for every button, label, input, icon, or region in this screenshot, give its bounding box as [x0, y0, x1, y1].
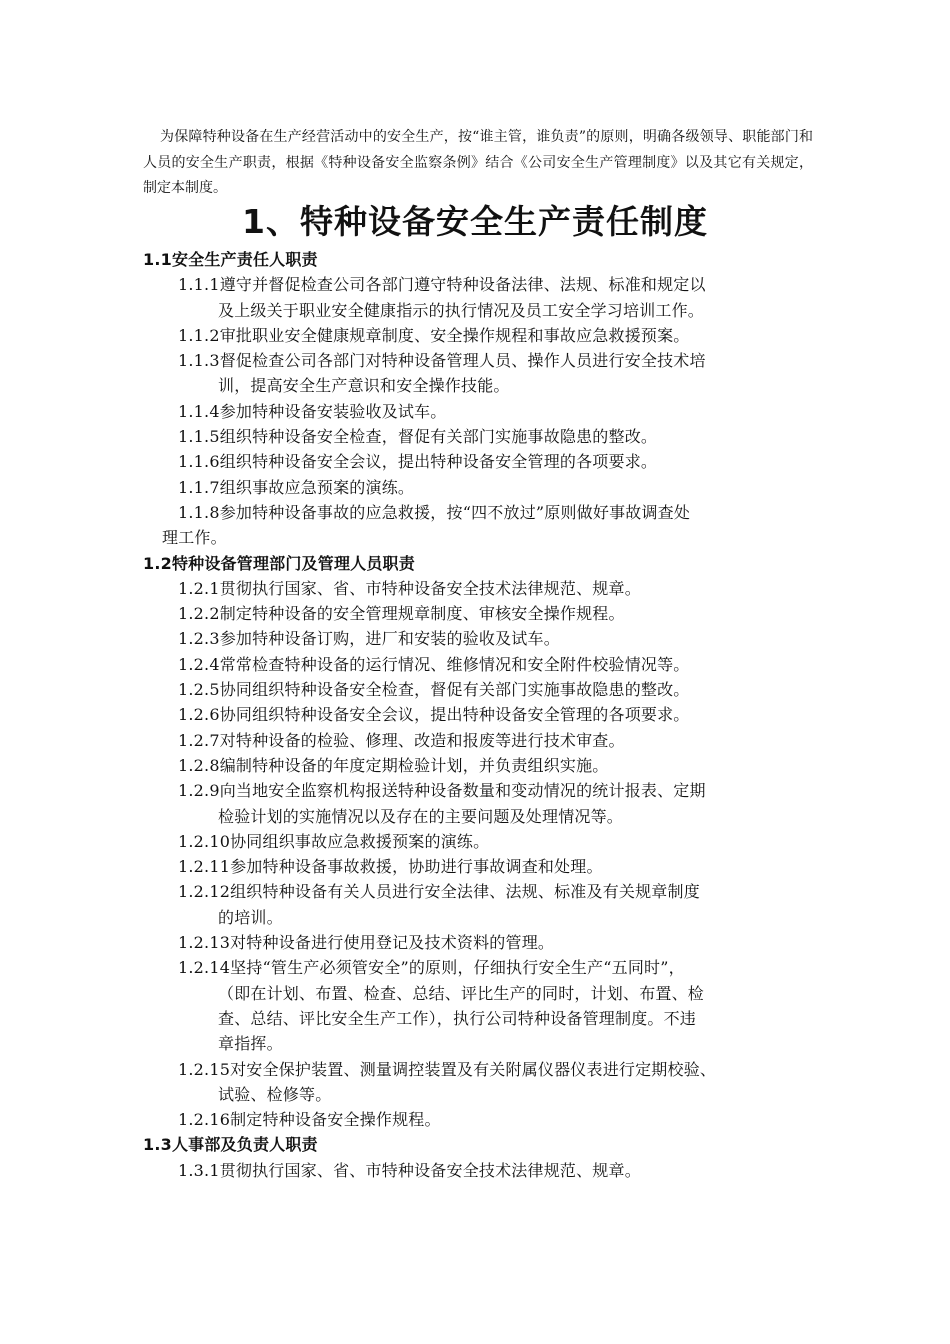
section-heading: 1.3人事部及负责人职责	[143, 1135, 318, 1155]
clause-item: 1.1.2审批职业安全健康规章制度、安全操作规程和事故应急救援预案。	[178, 325, 690, 345]
intro-line: 级领导、职能部门和人员的安全生产职责，根据《特种设备安全监察条例》结合《公司安	[143, 129, 814, 171]
intro-line: 全生产管理制度》以及其它有关规定，制定本制度。	[143, 154, 814, 196]
intro-paragraph	[143, 125, 813, 202]
clause-item: 1.2.4常常检查特种设备的运行情况、维修情况和安全附件校验情况等。	[178, 654, 690, 674]
clause-item: 1.2.1贯彻执行国家、省、市特种设备安全技术法律规范、规章。	[178, 578, 641, 598]
clause-item: 1.2.16制定特种设备安全操作规程。	[178, 1110, 441, 1130]
clause-item: 1.2.11参加特种设备事故救援，协助进行事故调查和处理。	[178, 857, 603, 877]
clause-item: 1.1.8参加特种设备事故的应急救援，按“四不放过”原则做好事故调查处	[178, 502, 691, 522]
clause-item: 1.2.14坚持“管生产必须管安全”的原则，仔细执行安全生产“五同时”，	[178, 958, 685, 978]
clause-continuation: 及上级关于职业安全健康指示的执行情况及员工安全学习培训工作。	[218, 300, 705, 320]
clause-continuation: 章指挥。	[218, 1034, 283, 1054]
clause-continuation: 检验计划的实施情况以及存在的主要问题及处理情况等。	[218, 806, 624, 826]
clause-item: 1.2.13对特种设备进行使用登记及技术资料的管理。	[178, 933, 555, 953]
intro-line: 为保障特种设备在生产经营活动中的安全生产，按“谁主管，谁负责”的原则，明确各	[160, 129, 686, 145]
clause-continuation: 试验、检修等。	[218, 1084, 332, 1104]
clause-item: 1.2.12组织特种设备有关人员进行安全法律、法规、标准及有关规章制度	[178, 882, 700, 902]
clause-item: 1.2.2制定特种设备的安全管理规章制度、审核安全操作规程。	[178, 604, 625, 624]
clause-continuation: （即在计划、布置、检查、总结、评比生产的同时，计划、布置、检	[218, 983, 705, 1003]
responsibility-list	[0, 247, 950, 1183]
clause-item: 1.2.6协同组织特种设备安全会议，提出特种设备安全管理的各项要求。	[178, 705, 690, 725]
document-title: 1、特种设备安全生产责任制度	[242, 202, 708, 241]
clause-item: 1.2.5协同组织特种设备安全检查，督促有关部门实施事故隐患的整改。	[178, 680, 690, 700]
clause-item: 1.1.5组织特种设备安全检查，督促有关部门实施事故隐患的整改。	[178, 427, 658, 447]
section-heading: 1.1安全生产责任人职责	[143, 250, 318, 269]
clause-item: 1.1.4参加特种设备安装验收及试车。	[178, 401, 447, 421]
clause-item: 1.1.3督促检查公司各部门对特种设备管理人员、操作人员进行安全技术培	[178, 351, 706, 371]
section-heading: 1.2特种设备管理部门及管理人员职责	[143, 553, 415, 573]
clause-item: 1.1.7组织事故应急预案的演练。	[178, 477, 415, 497]
clause-continuation: 训，提高安全生产意识和安全操作技能。	[218, 376, 510, 396]
clause-item: 1.1.6组织特种设备安全会议，提出特种设备安全管理的各项要求。	[178, 452, 658, 472]
clause-item: 1.2.8编制特种设备的年度定期检验计划，并负责组织实施。	[178, 755, 609, 775]
clause-item: 1.2.7对特种设备的检验、修理、改造和报废等进行技术审查。	[178, 730, 625, 750]
clause-item: 1.2.10协同组织事故应急救援预案的演练。	[178, 831, 490, 851]
clause-item: 1.1.1遵守并督促检查公司各部门遵守特种设备法律、法规、标准和规定以	[178, 275, 706, 295]
clause-item: 1.2.9向当地安全监察机构报送特种设备数量和变动情况的统计报表、定期	[178, 781, 706, 801]
clause-item: 1.2.3参加特种设备订购，进厂和安装的验收及试车。	[178, 629, 560, 649]
clause-item: 1.3.1贯彻执行国家、省、市特种设备安全技术法律规范、规章。	[178, 1160, 641, 1180]
clause-continuation: 的培训。	[218, 907, 283, 927]
clause-continuation: 查、总结、评比安全生产工作），执行公司特种设备管理制度。不违	[218, 1008, 697, 1028]
clause-item: 1.2.15对安全保护装置、测量调控装置及有关附属仪器仪表进行定期校验、	[178, 1059, 717, 1079]
clause-continuation: 理工作。	[162, 528, 227, 548]
